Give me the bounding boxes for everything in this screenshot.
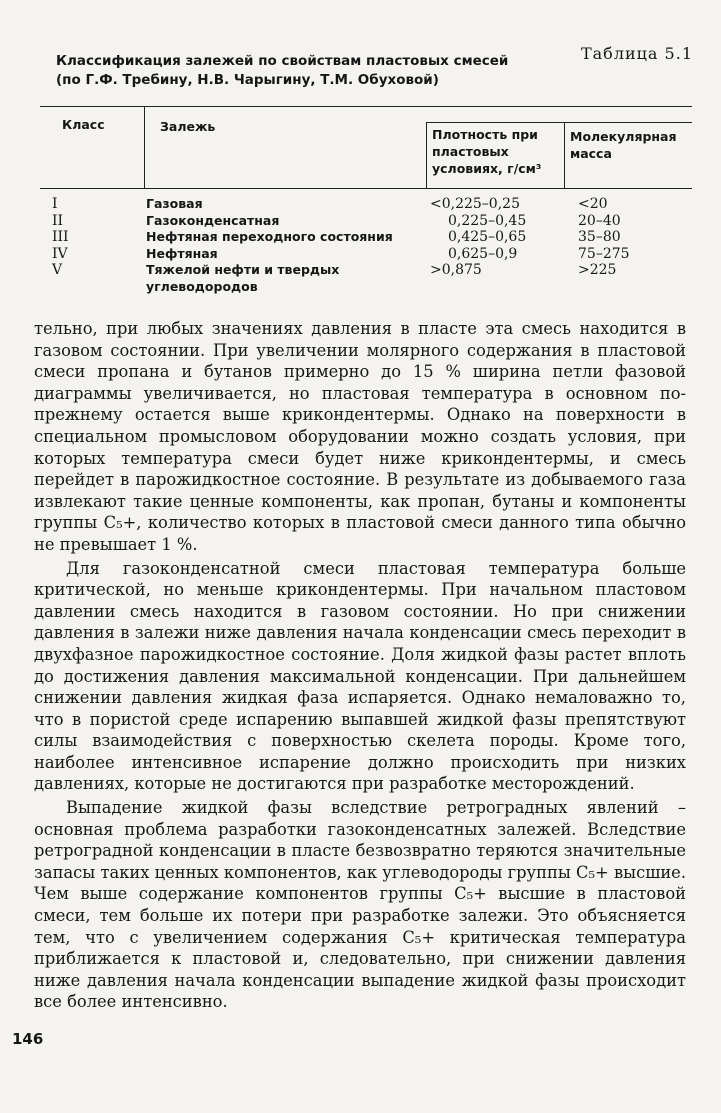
caption-line-1: Классификация залежей по свойствам пластовых смесей [56, 53, 509, 69]
table-header-rule [40, 188, 692, 189]
table-cell: 35–80 [578, 229, 621, 245]
table-number: Таблица 5.1 [580, 44, 693, 63]
table-cell: III [52, 229, 69, 245]
table-cell: I [52, 196, 58, 212]
table-inner-rule [426, 122, 692, 123]
header-class: Класс [62, 117, 105, 132]
table-cell: >225 [578, 262, 617, 278]
header-mass: Молекулярная масса [570, 129, 677, 161]
table-top-rule [40, 106, 692, 107]
table-cell: 20–40 [578, 212, 621, 229]
table-col-divider [564, 122, 565, 188]
table-cell: Нефтяная [146, 245, 218, 261]
deposit-column [146, 196, 426, 295]
table-cell: IV [52, 245, 68, 262]
table-col-divider [144, 106, 145, 188]
density-column [426, 196, 564, 279]
table-cell: 0,225–0,45 [448, 212, 527, 229]
table-cell: Газоконденсатная [146, 212, 280, 228]
classification-table [40, 106, 692, 306]
table-cell: Газовая [146, 196, 203, 211]
paragraph: тельно, при любых значениях давления в пласте эта смесь находится в газовом состоянии. При увеличении молярного содержания в пластовой смеси пропана и бутанов примерно до 15 % ширина петли фазовой диаграммы увеличивается, но пластовая температура в основном по-прежнему остается выше крикондентермы. Однако на поверхности в специальном промысловом оборудовании можно создать условия, при которых температура смеси будет ниже крикондентермы, и смесь перейдет в парожидкостное состояние. В результате из добываемого газа извлекают такие ценные компоненты, как пропан, бутаны и компоненты группы C₅+, количество которых в пластовой смеси данного типа обычно не превышает 1 %. [34, 319, 686, 554]
header-deposit: Залежь [160, 119, 216, 134]
paragraph: Для газоконденсатной смеси пластовая температура больше критической, но меньше крикондентермы. При начальном пластовом давлении смесь находится в газовом состоянии. Но при снижении давления в залежи ниже давления начала конденсации смесь переходит в двухфазное парожидкостное состояние. Доля жидкой фазы растет вплоть до достижения давления максимальной конденсации. При дальнейшем снижении давления жидкая фаза испаряется. Однако немаловажно то, что в пористой среде испарению выпавшей жидкой фазы препятствуют силы взаимодействия с поверхностью скелета породы. Кроме того, наиболее интенсивное испарение должно происходить при низких давлениях, которые не достигаются при разработке месторождений. [34, 558, 686, 794]
table-cell: 0,425–0,65 [448, 229, 527, 245]
table-cell: II [52, 212, 64, 229]
caption-line-2: (по Г.Ф. Требину, Н.В. Чарыгину, Т.М. Обуховой) [56, 72, 439, 88]
paragraph: Выпадение жидкой фазы вследствие ретроградных явлений – основная проблема разработки газоконденсатных залежей. Вследствие ретроградной конденсации в пласте безвозвратно теряются значительные запасы таких ценных компонентов, как углеводороды группы C₅+ высшие. Чем выше содержание компонентов группы C₅+ высшие в пластовой смеси, тем больше их потери при разработке залежи. Это объясняется тем, что с увеличением содержания C₅+ критическая температура приближается к пластовой и, следовательно, при снижении давления ниже давления начала конденсации выпадение жидкой фазы происходит все более интенсивно. [34, 798, 686, 1012]
table-cell: 0,625–0,9 [448, 245, 518, 262]
table-cell: Нефтяная переходного состояния [146, 229, 393, 244]
table-col-divider [426, 122, 427, 188]
table-caption [56, 52, 576, 90]
table-cell: 75–275 [578, 245, 630, 262]
mass-column [564, 196, 692, 279]
header-density: Плотность при пластовых условиях, г/см³ [432, 127, 542, 176]
page-number: 146 [12, 1030, 44, 1048]
table-cell: V [52, 262, 63, 278]
table-cell: <0,225–0,25 [430, 196, 520, 212]
table-cell: <20 [578, 196, 608, 212]
table-cell: >0,875 [430, 262, 482, 278]
table-cell: Тяжелой нефти и твердых углеводородов [146, 262, 340, 294]
class-column [52, 196, 69, 279]
body-text [34, 318, 686, 1015]
